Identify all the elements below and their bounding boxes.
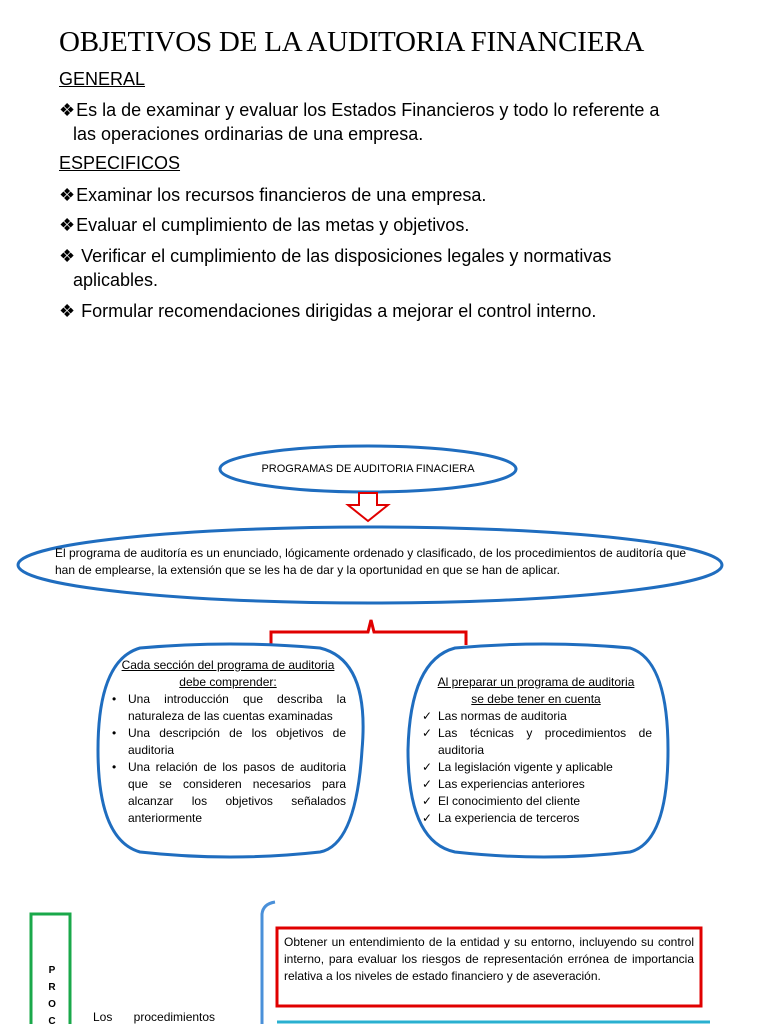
top-ellipse-label: PROGRAMAS DE AUDITORIA FINACIERA (261, 463, 475, 475)
blue-brace (262, 902, 275, 1024)
red-bracket (271, 620, 466, 645)
list-item: ✓ Las normas de auditoria (420, 708, 652, 725)
diamond-bullet-icon: ❖ (59, 100, 76, 120)
right-box-heading (420, 674, 652, 708)
list-item: • Una introducción que describa la naturaleza de las cuentas examinadas (110, 691, 346, 725)
specific-heading: ESPECIFICOS (59, 153, 181, 173)
left-box-content (110, 657, 346, 827)
specific-item-text-cont: aplicables. (73, 270, 159, 290)
diamond-bullet-icon: ❖ (59, 185, 76, 205)
left-box-heading-line2: debe comprender: (179, 675, 277, 689)
list-item: ✓ Las experiencias anteriores (420, 776, 652, 793)
left-box-heading-line1: Cada sección del programa de auditoria (121, 658, 335, 672)
vertical-letters (31, 962, 73, 1030)
diamond-bullet-icon: ❖ (59, 246, 76, 266)
diamond-bullet-icon: ❖ (59, 301, 76, 321)
list-item: ✓ Las técnicas y procedimientos de auditoria (420, 725, 652, 759)
left-box-heading (110, 657, 346, 691)
letter: C (48, 1016, 56, 1027)
letter: O (48, 999, 56, 1010)
red-box-text: Obtener un entendimiento de la entidad y su entorno, incluyendo su control interno, para evaluar los riesgos de representación errónea de importancia relativa a los niveles de estado financiero y de aseveración. (284, 935, 694, 983)
page-title: OBJETIVOS DE LA AUDITORIA FINANCIERA (59, 26, 645, 58)
general-heading: GENERAL (59, 69, 146, 89)
specific-item-text: Verificar el cumplimiento de las disposiciones legales y normativas (76, 246, 612, 266)
list-item: ✓ La experiencia de terceros (420, 810, 652, 827)
list-item: ✓ El conocimiento del cliente (420, 793, 652, 810)
diamond-bullet-icon: ❖ (59, 215, 76, 235)
down-arrow-icon (348, 493, 388, 521)
right-box-heading-line1: Al preparar un programa de auditoria (437, 675, 635, 689)
list-item: • Una descripción de los objetivos de auditoria (110, 725, 346, 759)
general-item-text-cont: las operaciones ordinarias de una empresa. (73, 124, 424, 144)
right-box-content (420, 674, 652, 827)
definition-text: El programa de auditoría es un enunciado, lógicamente ordenado y clasificado, de los procedimientos de auditoría que han de emplearse, la extensión que se les ha de dar y la oportunidad en que se han de aplicar. (55, 546, 687, 577)
right-box-heading-line2: se debe tener en cuenta (471, 692, 601, 706)
specific-item-text: Evaluar el cumplimiento de las metas y objetivos. (76, 215, 470, 235)
letter: P (48, 965, 56, 976)
procedures-text: Los procedimientos (93, 1010, 216, 1024)
general-item-text: Es la de examinar y evaluar los Estados Financieros y todo lo referente a (76, 100, 660, 120)
specific-item-text: Examinar los recursos financieros de una empresa. (76, 185, 487, 205)
specific-item-text: Formular recomendaciones dirigidas a mejorar el control interno. (76, 301, 597, 321)
letter: R (48, 982, 56, 993)
list-item: ✓ La legislación vigente y aplicable (420, 759, 652, 776)
list-item: • Una relación de los pasos de auditoria que se consideren necesarios para alcanzar los objetivos señalados anteriormente (110, 759, 346, 827)
